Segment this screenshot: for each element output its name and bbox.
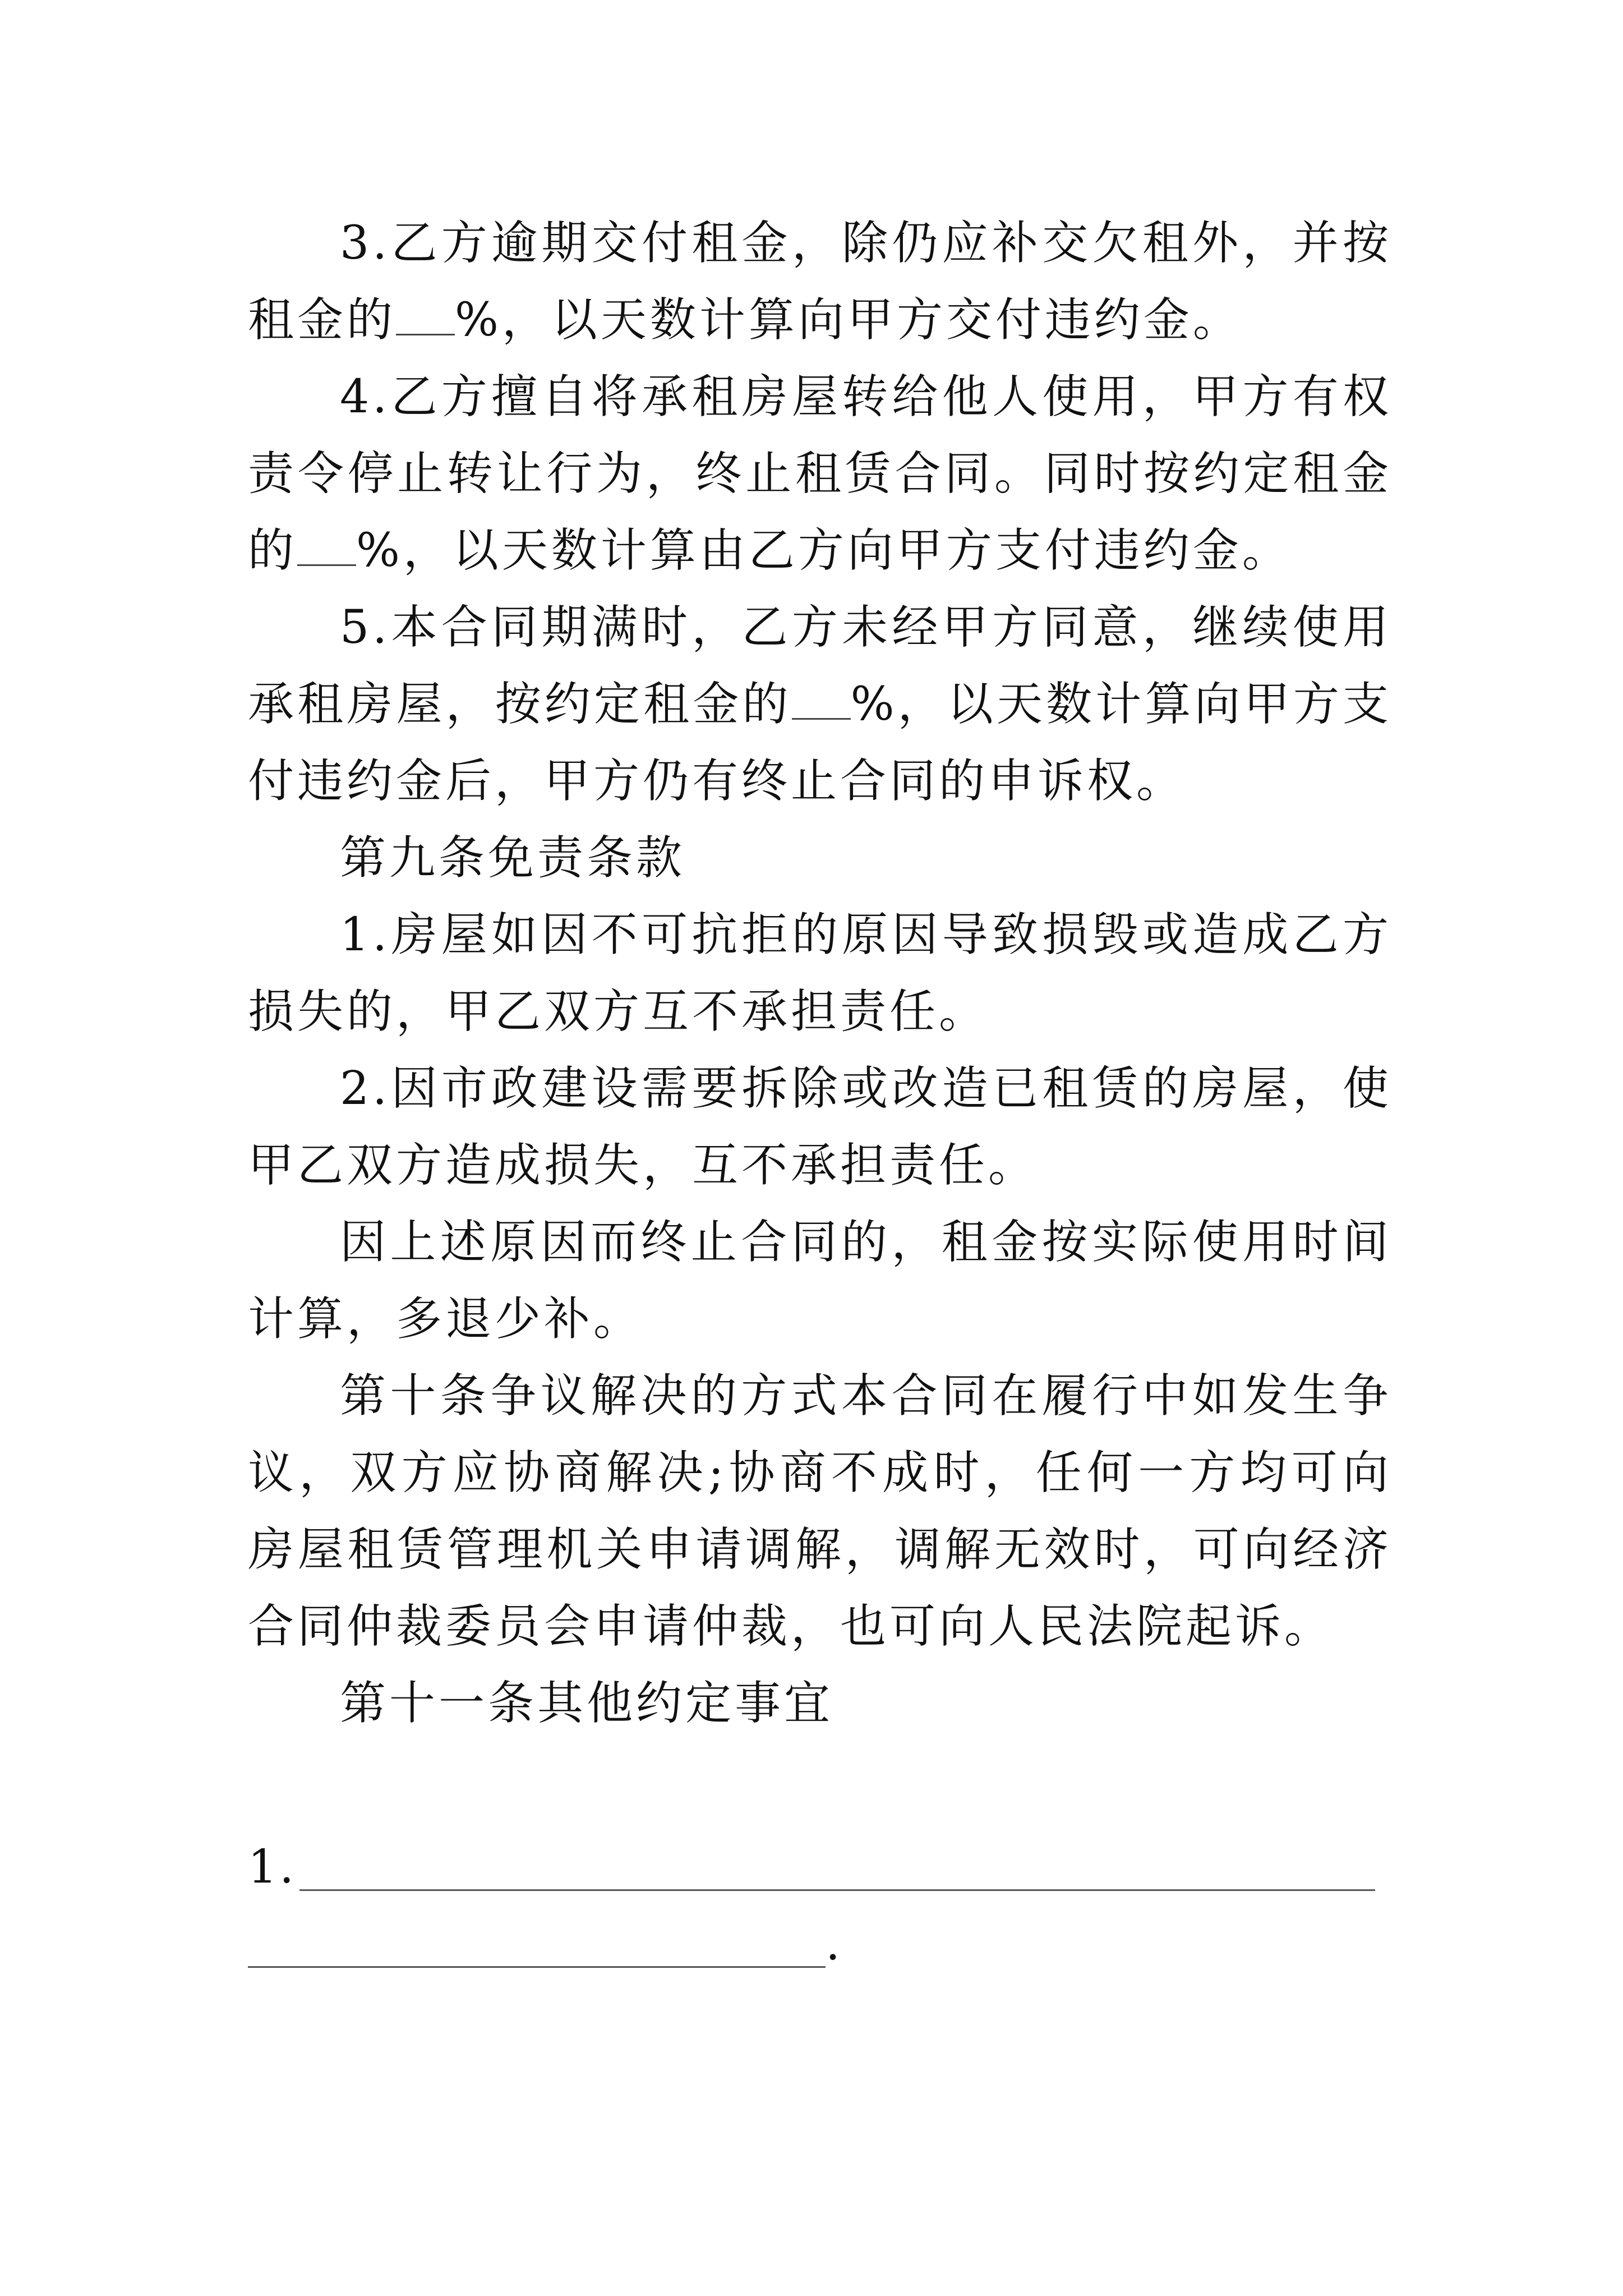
article-9-title: 第九条免责条款 [340,831,686,885]
fill-in-blank-line[interactable] [248,1966,826,1968]
end-period: . [826,1917,841,1971]
percentage-blank[interactable] [396,295,455,335]
fill-in-blank-line[interactable] [299,1889,1375,1891]
percentage-blank[interactable] [792,679,851,720]
article-10-dispute-resolution: 第十条争议解决的方式本合同在履行中如发生争议，双方应协商解决;协商不成时，任何一方均可向房屋租赁管理机关申请调解，调解无效时，可向经济合同仲裁委员会申请仲裁，也可向人民法院起诉。 [248,1369,1392,1653]
clause-3-text-start: 3.乙方逾期交付租金，除仍应补交欠租外，并按租金的 [248,217,1392,347]
article-9-item-1: 1.房屋如因不可抗拒的原因导致损毁或造成乙方损失的，甲乙双方互不承担责任。 [248,908,1392,1038]
document-body [248,205,1392,1742]
percentage-blank[interactable] [297,525,356,566]
clause-4-sublet-penalty [248,358,1392,589]
clause-3-late-rent-penalty [248,205,1392,358]
clause-5-text-end: %，以天数计算向甲方支付违约金后，甲方仍有终止合同的申诉权。 [248,678,1392,808]
article-11-title: 第十一条其他约定事宜 [340,1677,834,1730]
clause-3-text-end: %，以天数计算向甲方交付违约金。 [455,293,1242,347]
fill-in-line-2 [248,1906,1392,1982]
clause-5-overstay-penalty [248,589,1392,820]
fill-in-line-1 [248,1829,1392,1906]
clause-5-text-start: 5.本合同期满时，乙方未经甲方同意，继续使用承租房屋，按约定租金的 [248,601,1392,731]
other-terms-fill-in [248,1829,1392,1982]
clause-4-text-end: %，以天数计算由乙方向甲方支付违约金。 [356,524,1292,577]
item-number: 1. [248,1841,297,1894]
clause-4-text-start: 4.乙方擅自将承租房屋转给他人使用，甲方有权责令停止转让行为，终止租赁合同。同时按约定租金的 [248,370,1392,577]
article-9-note: 因上述原因而终止合同的，租金按实际使用时间计算，多退少补。 [248,1216,1392,1346]
article-9-item-2: 2.因市政建设需要拆除或改造已租赁的房屋，使甲乙双方造成损失，互不承担责任。 [248,1062,1392,1192]
